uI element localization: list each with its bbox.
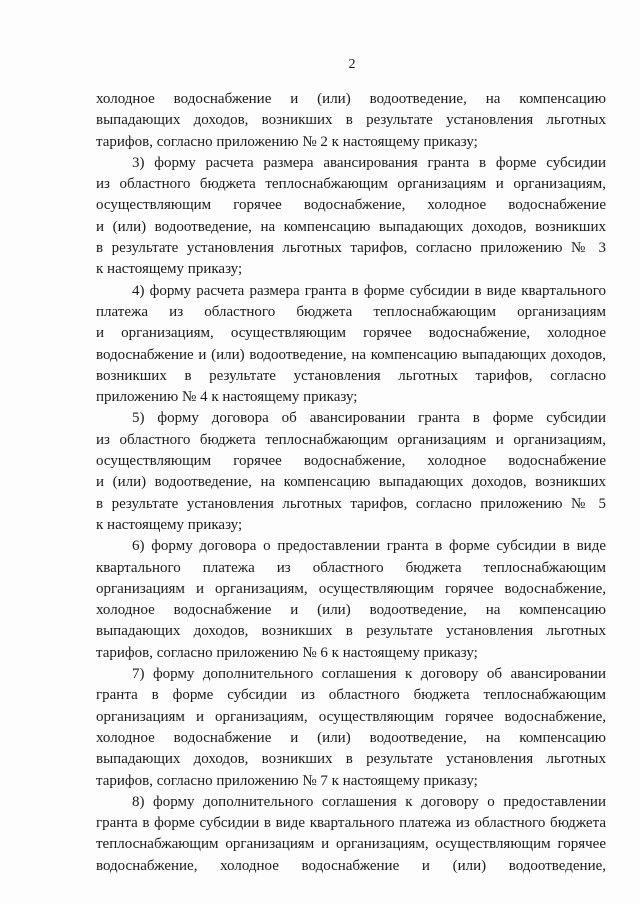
text-line: осуществляющим горячее водоснабжение, холодное водоснабжение [96,453,606,470]
text-line: холодное водоснабжение и (или) водоотведение, на компенсацию [96,729,606,746]
text-line: тарифов, согласно приложению № 2 к настоящему приказу; [96,133,478,150]
text-line: из областного бюджета теплоснабжающим организациям и организациям, [96,431,606,448]
text-line: гранта в форме субсидии из областного бюджета теплоснабжающим [96,687,606,704]
text-line: выпадающих доходов, возникших в результате установления льготных [96,751,606,768]
text-line: 8) форму дополнительного соглашения к договору о предоставлении [132,793,606,810]
text-line: выпадающих доходов, возникших в результате установления льготных [96,623,606,640]
text-line: 3) форму расчета размера авансирования гранта в форме субсидии [132,154,606,171]
text-line: теплоснабжающим организациям и организациям, осуществляющим горячее [96,836,606,853]
text-line: возникших в результате установления льготных тарифов, согласно [96,367,606,384]
text-line: 7) форму дополнительного соглашения к договору об авансировании [132,666,606,683]
text-line: организациям и организациям, осуществляющим горячее водоснабжение, [96,580,606,597]
text-line: тарифов, согласно приложению № 6 к настоящему приказу; [96,644,478,661]
text-line: 5) форму договора об авансировании гранта в форме субсидии [132,410,606,427]
text-line: 6) форму договора о предоставлении гранта в форме субсидии в виде [132,538,606,555]
text-line: холодное водоснабжение и (или) водоотведение, на компенсацию [96,91,606,107]
text-line: осуществляющим горячее водоснабжение, холодное водоснабжение [96,197,606,214]
text-line: водоснабжение, холодное водоснабжение и (или) водоотведение, [96,857,606,874]
text-line: платежа из областного бюджета теплоснабжающим организациям [96,303,606,320]
text-line: 4) форму расчета размера гранта в форме субсидии в виде квартального [132,282,606,299]
text-line: к настоящему приказу; [96,516,243,533]
text-line: к настоящему приказу; [96,261,243,278]
text-line: и (или) водоотведение, на компенсацию выпадающих доходов, возникших [96,474,606,491]
page-number: 2 [348,57,356,72]
text-line: приложению № 4 к настоящему приказу; [96,389,358,406]
document-body [96,89,606,877]
text-line: водоснабжение и (или) водоотведение, на компенсацию выпадающих доходов, [96,346,606,363]
text-line: гранта в форме субсидии в виде квартального платежа из областного бюджета [96,815,606,832]
text-line: тарифов, согласно приложению № 7 к настоящему приказу; [96,772,478,789]
text-line: холодное водоснабжение и (или) водоотведение, на компенсацию [96,602,606,619]
text-line: в результате установления льготных тарифов, согласно приложению № 3 [96,240,606,257]
text-line: квартального платежа из областного бюджета теплоснабжающим [96,559,606,576]
text-line: выпадающих доходов, возникших в результате установления льготных [96,112,606,129]
text-line: и организациям, осуществляющим горячее водоснабжение, холодное [96,325,606,342]
text-line: в результате установления льготных тарифов, согласно приложению № 5 [96,495,606,512]
text-line: из областного бюджета теплоснабжающим организациям и организациям, [96,176,606,193]
text-line: и (или) водоотведение, на компенсацию выпадающих доходов, возникших [96,218,606,235]
text-line: организациям и организациям, осуществляющим горячее водоснабжение, [96,708,606,725]
